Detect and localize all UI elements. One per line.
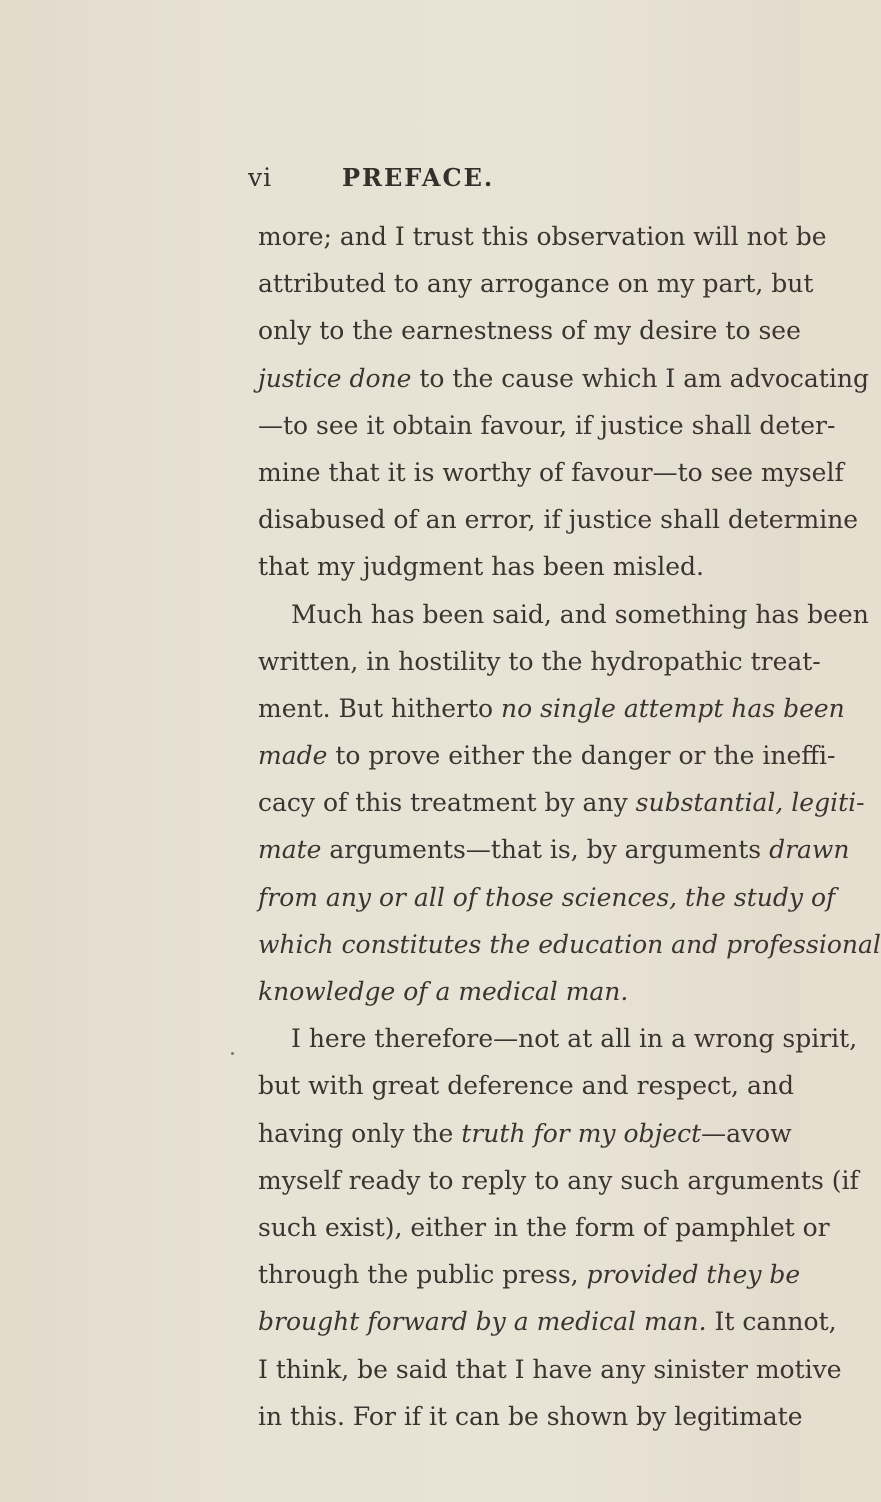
italic-text: substantial, legiti- xyxy=(635,788,865,818)
text-line xyxy=(258,779,865,826)
italic-text: made xyxy=(258,741,328,771)
text-segment: attributed to any arrogance on my part, but xyxy=(258,269,814,299)
text-line xyxy=(258,1298,837,1345)
text-segment: —to see it obtain favour, if justice shall deter- xyxy=(258,410,836,440)
italic-text: drawn xyxy=(769,835,850,865)
italic-text: from any or all of those sciences, the study of xyxy=(258,882,836,912)
page-header xyxy=(0,163,800,199)
italic-text: brought forward by a medical man. xyxy=(258,1307,707,1337)
body-text xyxy=(258,213,881,1440)
text-segment: but with great deference and respect, and xyxy=(258,1071,794,1101)
text-line xyxy=(258,732,836,779)
text-segment: myself ready to reply to any such arguments (if xyxy=(258,1165,859,1195)
text-line xyxy=(258,1346,842,1393)
text-segment: I here therefore—not at all in a wrong spirit, xyxy=(291,1024,858,1054)
italic-text: truth for my object xyxy=(461,1118,702,1148)
text-line xyxy=(258,496,859,543)
italic-text: justice done xyxy=(258,363,412,393)
text-line xyxy=(258,591,869,638)
text-segment: —avow xyxy=(701,1118,792,1148)
text-line xyxy=(258,449,844,496)
text-line xyxy=(258,1157,859,1204)
text-segment: Much has been said, and something has been xyxy=(291,599,869,629)
text-segment: I think, be said that I have any sinister motive xyxy=(258,1354,842,1384)
text-segment: ment. But hitherto xyxy=(258,693,502,723)
text-segment: arguments—that is, by arguments xyxy=(321,835,770,865)
italic-text: which constitutes the education and professional xyxy=(258,929,881,959)
text-line xyxy=(258,260,814,307)
text-segment: that my judgment has been misled. xyxy=(258,552,704,582)
text-segment: such exist), either in the form of pamphlet or xyxy=(258,1212,830,1242)
text-segment: disabused of an error, if justice shall determine xyxy=(258,505,859,535)
italic-text: mate xyxy=(258,835,322,865)
text-segment: cacy of this treatment by any xyxy=(258,788,636,818)
text-line xyxy=(258,1204,830,1251)
italic-text: provided they be xyxy=(586,1260,801,1290)
text-line xyxy=(258,213,827,260)
text-line xyxy=(258,1062,794,1109)
text-line xyxy=(258,968,730,1015)
text-line xyxy=(258,543,730,590)
text-segment: only to the earnestness of my desire to see xyxy=(258,316,801,346)
running-title: PREFACE. xyxy=(342,163,495,192)
text-line xyxy=(258,921,881,968)
italic-text: knowledge of a medical man. xyxy=(258,977,629,1006)
text-segment: written, in hostility to the hydropathic treat- xyxy=(258,646,821,676)
text-line xyxy=(258,874,836,921)
text-segment: in this. For if it can be shown by legitimate xyxy=(258,1401,803,1431)
text-line xyxy=(258,1110,792,1157)
text-segment: through the public press, xyxy=(258,1260,587,1290)
text-line xyxy=(258,826,850,873)
text-segment: It cannot, xyxy=(706,1307,837,1337)
text-line xyxy=(258,1393,803,1440)
italic-text: no single attempt has been xyxy=(501,693,845,723)
paper-speck xyxy=(231,1052,234,1055)
page-number: vi xyxy=(248,163,273,192)
text-line xyxy=(258,1251,801,1298)
text-line xyxy=(258,685,845,732)
text-line xyxy=(258,1015,858,1062)
text-segment: to prove either the danger or the ineffi- xyxy=(327,741,836,771)
text-segment: more; and I trust this observation will not be xyxy=(258,222,827,251)
text-line xyxy=(258,638,821,685)
text-line xyxy=(258,402,836,449)
text-line xyxy=(258,355,869,402)
text-segment: mine that it is worthy of favour—to see myself xyxy=(258,457,844,487)
text-segment: to the cause which I am advocating xyxy=(411,363,869,393)
text-segment: having only the xyxy=(258,1118,462,1148)
text-line xyxy=(258,307,801,354)
